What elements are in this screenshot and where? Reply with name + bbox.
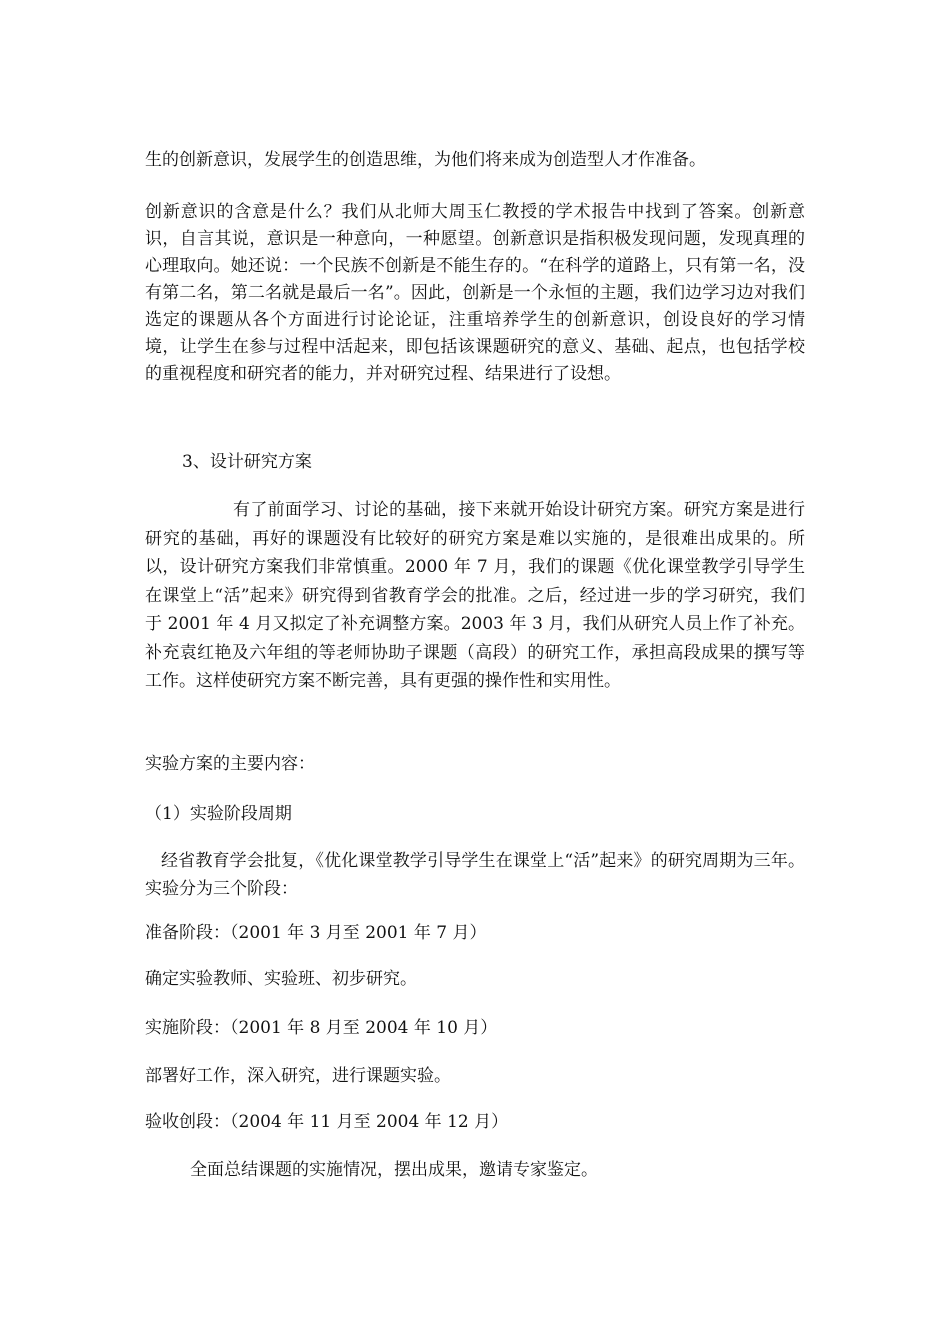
section-heading-design-plan: 3、设计研究方案 (182, 452, 312, 472)
stage-preparation-detail: 确定实验教师、实验班、初步研究。 (145, 969, 417, 989)
stage-preparation: 准备阶段：（2001 年 3 月至 2001 年 7 月） (145, 923, 487, 943)
paragraph-cycle-description: 经省教育学会批复，《优化课堂教学引导学生在课堂上“活”起来》的研究周期为三年。实验分为三个阶段： (145, 851, 805, 899)
paragraph-innovation-meaning: 创新意识的含意是什么？我们从北师大周玉仁教授的学术报告中找到了答案。创新意识，自言其说，意识是一种意向，一种愿望。创新意识是指积极发现问题，发现真理的心理取向。她还说：一个民族不创新是不能生存的。“在科学的道路上，只有第一名，没有第二名，第二名就是最后一名”。因此，创新是一个永恒的主题，我们边学习边对我们选定的课题从各个方面进行讨论论证，注重培养学生的创新意识，创设良好的学习情境，让学生在参与过程中活起来，即包括该课题研究的意义、基础、起点，也包括学校的重视程度和研究者的能力，并对研究过程、结果进行了设想。 (145, 202, 805, 384)
paragraph-plan-main-content: 实验方案的主要内容： (145, 754, 315, 774)
paragraph-continuation: 生的创新意识，发展学生的创造思维，为他们将来成为创造型人才作准备。 (145, 150, 706, 170)
stage-implementation-detail: 部署好工作，深入研究，进行课题实验。 (145, 1066, 451, 1086)
stage-acceptance: 验收创段：（2004 年 11 月至 2004 年 12 月） (145, 1112, 509, 1132)
subheading-experiment-cycle: （1）实验阶段周期 (145, 804, 292, 824)
stage-implementation: 实施阶段：（2001 年 8 月至 2004 年 10 月） (145, 1018, 498, 1038)
stage-acceptance-detail: 全面总结课题的实施情况，摆出成果，邀请专家鉴定。 (190, 1160, 598, 1180)
paragraph-design-plan: 有了前面学习、讨论的基础，接下来就开始设计研究方案。研究方案是进行研究的基础，再好的课题没有比较好的研究方案是难以实施的，是很难出成果的。所以，设计研究方案我们非常慎重。2000 年 7 月，我们的课题《优化课堂教学引导学生在课堂上“活”起来》研究得到省教育学会的批准。之后，经过进一步的学习研究，我们于 2001 年 4 月又拟定了补充调整方案。2003 年 3 月，我们从研究人员上作了补充。补充袁红艳及六年组的等老师协助子课题（高段）的研究工作，承担高段成果的撰写等工作。这样使研究方案不断完善，具有更强的操作性和实用性。 (145, 500, 805, 691)
